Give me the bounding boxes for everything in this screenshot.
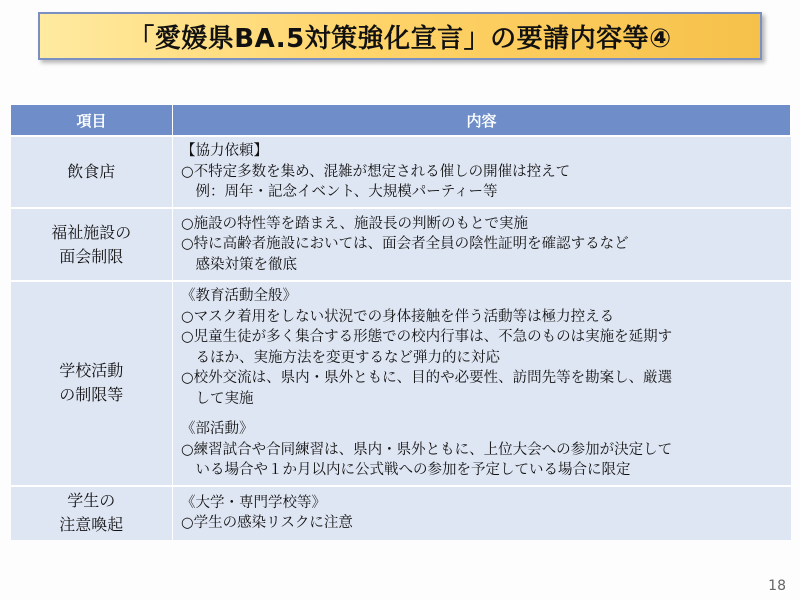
block-spacer [181,409,783,419]
content-line: 《部活動》 [181,421,254,437]
content-line: ○練習試合や合同練習は、県内・県外ともに、上位大会への参加が決定して [181,441,673,458]
row-content-cell [173,136,791,208]
row-item-label: 福祉施設の [51,222,132,242]
content-line: いる場合や１か月以内に公式戦への参加を予定している場合に限定 [181,462,631,478]
page-number: 18 [768,578,786,594]
content-line: ○校外交流は、県内・県外ともに、目的や必要性、訪問先等を勘案し、厳選 [181,370,673,386]
content-line: るほか、実施方法を変更するなど弾力的に対応 [181,349,500,366]
content-line: ○児童生徒が多く集合する形態での校内行事は、不急のものは実施を延期す [181,329,673,345]
row-item-label: 飲食店 [67,162,116,181]
content-line: 【協力依頼】 [181,143,268,160]
table-row [11,486,791,540]
row-item-label: 面会制限 [59,246,124,266]
requests-table [10,104,791,540]
row-item-cell [11,281,173,486]
row-content-cell [173,208,791,281]
title-banner [38,12,762,60]
row-item-cell [11,486,173,540]
row-item-label: 学生の [67,491,116,510]
table-row [11,281,791,486]
table-row [11,136,791,208]
content-line: ○学生の感染リスクに注意 [181,515,353,531]
content-line: 《教育活動全般》 [181,288,297,304]
row-item-label: 学校活動 [59,361,124,381]
content-line: ○不特定多数を集め、混雑が想定される催しの開催は控えて [181,163,571,180]
content-line: ○特に高齢者施設においては、面会者全員の陰性証明を確認するなど [181,236,629,253]
header-item: 項目 [11,105,173,137]
row-content-cell [173,281,791,486]
content-line: 《大学・専門学校等》 [181,494,326,511]
page-title: 「愛媛県BA.5対策強化宣言」の要請内容等④ [128,23,672,54]
row-item-cell [11,208,173,281]
content-line: 例：周年・記念イベント、大規模パーティー等 [181,184,498,201]
row-item-label: の制限等 [59,385,124,405]
row-item-cell [11,136,173,208]
content-line: ○マスク着用をしない状況での身体接触を伴う活動等は極力控える [181,308,615,325]
header-content: 内容 [173,105,791,137]
content-line: ○施設の特性等を踏まえ、施設長の判断のもとで実施 [181,215,529,232]
table-header-row [11,105,791,137]
table-row [11,208,791,281]
content-line: して実施 [181,390,254,407]
row-content-cell [173,486,791,540]
content-line: 感染対策を徹底 [181,256,297,273]
row-item-label: 注意喚起 [59,515,124,534]
